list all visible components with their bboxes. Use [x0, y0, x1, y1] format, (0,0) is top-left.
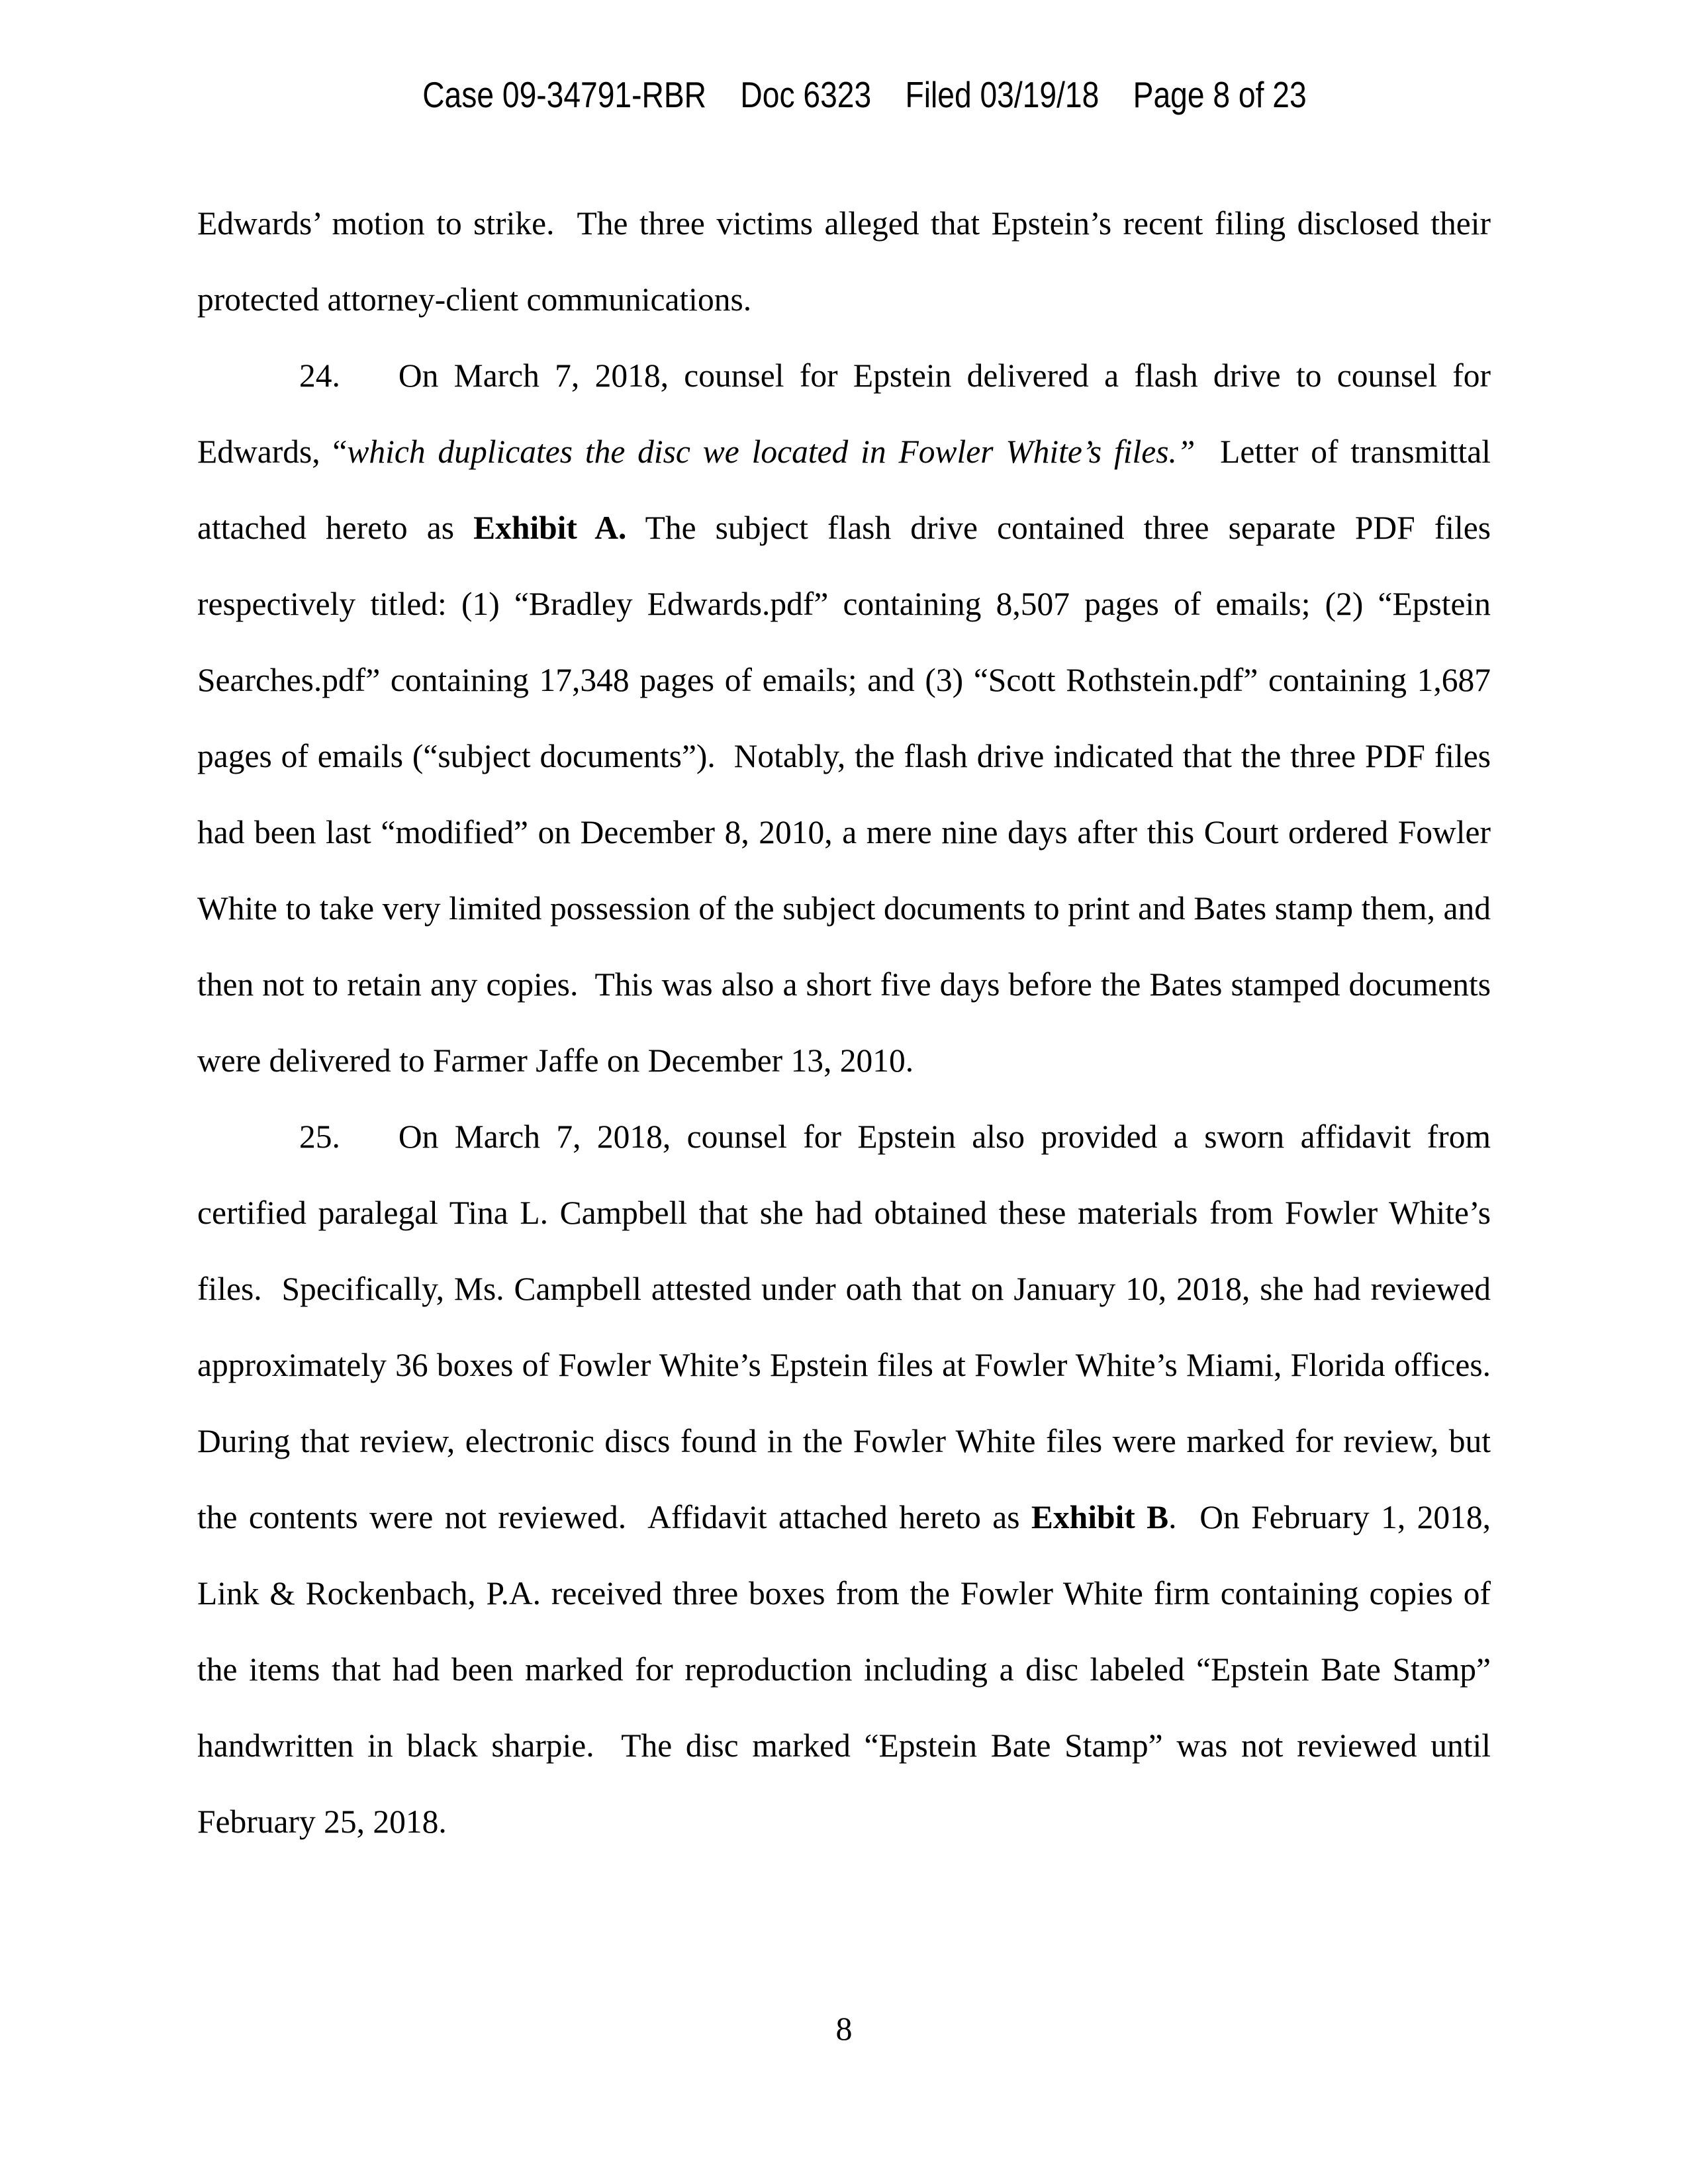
document-body: [197, 185, 1491, 1860]
document-line: [197, 1327, 1491, 1403]
document-line: [197, 1099, 1491, 1175]
page-number: 8: [835, 2010, 853, 2047]
text-segment: Edwards’ motion to strike. The three victims alleged that Epstein’s recent filing disclosed their: [197, 205, 1491, 242]
paragraph-number: 25.: [299, 1118, 340, 1155]
document-line: [197, 1479, 1491, 1555]
document-line: [197, 642, 1491, 718]
text-segment: respectively titled: (1) “Bradley Edwards.pdf” containing 8,507 pages of emails; (2) “Epstein: [197, 586, 1491, 622]
text-segment: During that review, electronic discs found in the Fowler White files were marked for review, but: [197, 1423, 1491, 1459]
text-segment: pages of emails (“subject documents”). Notably, the flash drive indicated that the three PDF files: [197, 738, 1491, 774]
text-segment: The subject flash drive contained three separate PDF files: [626, 510, 1491, 546]
text-segment: White to take very limited possession of the subject documents to print and Bates stamp them, and: [197, 890, 1491, 927]
text-segment: attached hereto as: [197, 510, 474, 546]
document-line: [197, 1175, 1491, 1251]
text-segment: the items that had been marked for reproduction including a disc labeled “Epstein Bate Stamp”: [197, 1651, 1491, 1688]
text-segment: then not to retain any copies. This was also a short five days before the Bates stamped documents: [197, 966, 1491, 1003]
document-line: [197, 1707, 1491, 1784]
document-line: [197, 794, 1491, 870]
text-segment: February 25, 2018.: [197, 1803, 447, 1840]
cmecf-stamp-header: [0, 33, 1688, 156]
text-segment: the contents were not reviewed. Affidavit attached hereto as: [197, 1499, 1031, 1535]
text-segment: Link & Rockenbach, P.A. received three boxes from the Fowler White firm containing copies of: [197, 1575, 1491, 1612]
text-segment: certified paralegal Tina L. Campbell that she had obtained these materials from Fowler White’s: [197, 1195, 1491, 1231]
document-line: [197, 1403, 1491, 1479]
document-line: [197, 1023, 1491, 1099]
document-line: [197, 946, 1491, 1023]
text-segment: were delivered to Farmer Jaffe on December 13, 2010.: [197, 1042, 914, 1079]
document-line: [197, 566, 1491, 642]
document-line: [197, 1631, 1491, 1707]
text-segment: Searches.pdf” containing 17,348 pages of emails; and (3) “Scott Rothstein.pdf” containing 1,687: [197, 662, 1491, 698]
text-segment: had been last “modified” on December 8, 2010, a mere nine days after this Court ordered Fowler: [197, 814, 1491, 850]
document-line: [197, 261, 1491, 338]
text-segment: . On February 1, 2018,: [1168, 1499, 1491, 1535]
paragraph-number: 24.: [299, 357, 340, 394]
document-line: [197, 338, 1491, 414]
document-line: [197, 490, 1491, 566]
text-segment: Edwards, “: [197, 433, 348, 470]
text-segment: which duplicates the disc we located in Fowler White’s files.”: [347, 433, 1196, 470]
document-line: [197, 414, 1491, 490]
document-line: [197, 718, 1491, 794]
text-segment: Letter of transmittal: [1195, 433, 1491, 470]
document-line: [197, 870, 1491, 946]
text-segment: protected attorney-client communications.: [197, 281, 752, 318]
document-line: [197, 1251, 1491, 1327]
text-segment: Exhibit A.: [473, 510, 627, 546]
text-segment: Exhibit B: [1031, 1499, 1169, 1535]
case-stamp-text: Case 09-34791-RBR Doc 6323 Filed 03/19/18 Page 8 of 23: [422, 74, 1307, 115]
text-segment: approximately 36 boxes of Fowler White’s Epstein files at Fowler White’s Miami, Florida offices.: [197, 1347, 1491, 1383]
document-line: [197, 185, 1491, 261]
text-segment: On March 7, 2018, counsel for Epstein also provided a sworn affidavit from: [398, 1118, 1491, 1155]
text-segment: handwritten in black sharpie. The disc marked “Epstein Bate Stamp” was not reviewed until: [197, 1727, 1491, 1764]
document-line: [197, 1555, 1491, 1631]
text-segment: files. Specifically, Ms. Campbell attested under oath that on January 10, 2018, she had reviewed: [197, 1271, 1491, 1307]
text-segment: On March 7, 2018, counsel for Epstein delivered a flash drive to counsel for: [398, 357, 1491, 394]
document-line: [197, 1784, 1491, 1860]
